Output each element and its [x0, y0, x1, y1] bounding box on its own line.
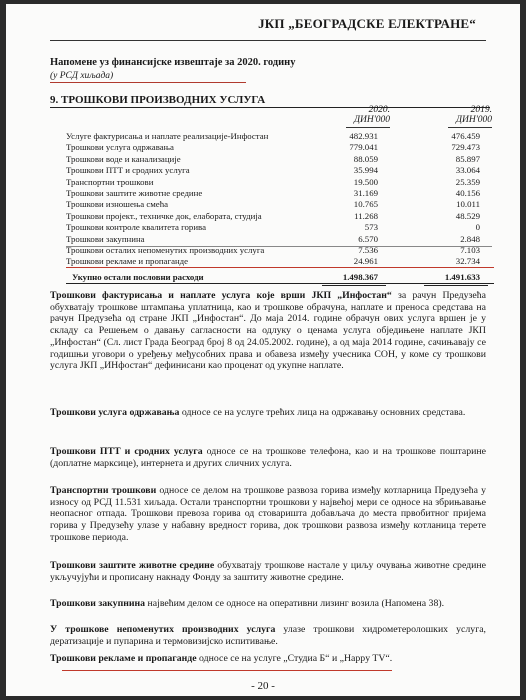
value-2020: 11.268	[354, 210, 378, 221]
total-row	[66, 271, 486, 283]
paragraph-heading: Трошкови рекламе и пропаганде	[50, 653, 197, 664]
paragraph-lease	[50, 598, 486, 610]
total-2019: 1.491.633	[444, 272, 480, 282]
total-label: Укупно остали пословни расходи	[72, 272, 204, 282]
table-row	[66, 188, 486, 199]
value-2020: 35.994	[353, 165, 378, 176]
paragraph-text: односе се на трошкове телефона, као и на трошкове поштарине (доплатне марксице), интернета и других сличних услуга.	[50, 446, 486, 469]
total-2020: 1.498.367	[342, 272, 378, 282]
paragraph-maintenance	[50, 407, 486, 419]
notes-subtitle: (у РСД хиљада)	[50, 71, 114, 81]
value-2020: 573	[364, 222, 378, 233]
column-year-2019: 2019.	[470, 105, 492, 115]
paragraph-text: за рачун Предузећа обухватају трошкове штампања уплатница, као и трошкове обрачуна, наплате и преноса средстава на рачун Предузећа од стране ЈКП „Инфостан“. До маја 2014. године обрачун ових услуга вршен је у складу са Решењем о давању сагласности на одлуку о ценама услуга обједињене наплате ЈКП „Инфостан“ (Сл. лист Града Београд број 8 од 24.05.2002. године), а од маја 2014 године, сачињавају се годишњи уговори о уређењу међусобних права и обавеза између учесника СОН, у коме су трошкови услуга ЈКП „ИНфостан“ дефинисани као проценат од укупне наплате.	[50, 290, 487, 372]
table-row	[66, 142, 486, 153]
table-row	[66, 211, 486, 222]
paragraph-text: односе се на услуге „Студиа Б“ и „Happy TV“.	[196, 653, 393, 664]
column-underline-2020	[346, 127, 390, 128]
value-2019: 40.156	[455, 187, 480, 198]
row-label: Транспортни трошкови	[66, 176, 154, 187]
value-2019: 7.103	[460, 244, 480, 255]
row-label: Трошкови рекламе и пропаганде	[66, 256, 189, 267]
value-2019: 25.359	[455, 176, 480, 187]
row-label: Трошкови изношења смећа	[66, 199, 169, 210]
notes-title: Напомене уз финансијске извештаје за 2020. годину	[50, 57, 296, 68]
paragraph-infostan	[50, 290, 486, 372]
column-underline-2019	[448, 127, 492, 128]
value-2020: 19.500	[353, 176, 378, 187]
table-row	[66, 131, 486, 142]
value-2020: 88.059	[353, 153, 378, 164]
value-2019: 32.734	[455, 256, 480, 267]
row-label: Трошкови заштите животне средине	[66, 187, 203, 198]
value-2020: 779.041	[349, 142, 378, 153]
table-row	[66, 154, 486, 165]
header-divider	[50, 40, 486, 41]
value-2020: 24.961	[353, 256, 378, 267]
paragraph-heading: Трошкови ПТТ и сродних услуга	[50, 446, 203, 457]
value-2019: 33.064	[455, 165, 480, 176]
table-row	[66, 199, 486, 210]
column-unit-2020: ДИН'000	[353, 115, 390, 125]
value-2020: 31.169	[353, 187, 378, 198]
value-2020: 10.765	[353, 199, 378, 210]
value-2019: 2.848	[460, 233, 480, 244]
paragraph-heading: Транспортни трошкови	[50, 485, 157, 496]
cost-table	[66, 131, 486, 268]
total-double-underline-2019	[424, 285, 488, 286]
value-2019: 476.459	[451, 131, 480, 141]
paragraph-ptt	[50, 446, 486, 469]
value-2019: 48.529	[455, 210, 480, 221]
column-unit-2019: ДИН'000	[455, 115, 492, 125]
row-label: Трошкови контроле квалитета горива	[66, 222, 206, 233]
table-row	[66, 256, 486, 267]
paragraph-heading: Трошкови услуга одржавања	[50, 407, 180, 418]
value-2019: 729.473	[451, 142, 480, 153]
value-2019: 85.897	[455, 153, 480, 164]
paragraph-text: највећим делом се односе на оперативни лизинг возила (Напомена 38).	[145, 598, 445, 609]
paragraph-heading: Трошкови фактурисања и наплате услуга које врши ЈКП „Инфостан“	[50, 290, 392, 301]
table-row	[66, 177, 486, 188]
column-year-2020: 2020.	[368, 105, 390, 115]
table-red-divider	[66, 267, 494, 268]
paragraph-text: улазе трошкови хидрометеролошких услуга, дератизације и пупарина и термовизијско испитивање.	[50, 624, 487, 647]
paragraph-transport	[50, 485, 486, 544]
value-2020: 6.570	[358, 233, 378, 244]
footer-red-divider	[62, 670, 392, 671]
paragraph-heading: Трошкови закупнина	[50, 598, 146, 609]
value-2019: 10.011	[456, 199, 480, 210]
row-label: Трошкови осталих непоменутих производних услуга	[66, 244, 265, 255]
total-underline	[66, 283, 494, 284]
document-page	[6, 4, 520, 696]
company-header: ЈКП „БЕОГРАДСКЕ ЕЛЕКТРАНЕ“	[258, 16, 476, 31]
row-label: Трошкови ПТТ и сродних услуга	[66, 165, 190, 176]
table-row	[66, 222, 486, 233]
paragraph-heading: У трошкове непоменутих производних услуга	[50, 624, 276, 635]
paragraph-heading: Трошкови заштите животне средине	[50, 560, 215, 571]
paragraph-other-services	[50, 624, 486, 647]
row-label: Трошкови пројект., техничке док, елабората, студија	[66, 210, 262, 221]
row-label: Трошкови услуга одржавања	[66, 142, 174, 153]
paragraph-text: односе се делом на трошкове развоза горива између котларница Предузећа у износу од РСД 11.531 хиљада. Остали транспортни трошкови у највећој мери се односе на збрињавање неопасног отпада. Трошкови превоза горива од стоваришта добављача до места првобитног пријема горива у Предузећу улазе у набавну вредност горива, док трошкови развоза између котланица терете трошкове периода.	[50, 485, 486, 543]
section-title: 9. ТРОШКОВИ ПРОИЗВОДНИХ УСЛУГА	[50, 94, 266, 106]
value-2020: 482.931	[349, 131, 378, 141]
row-separator	[66, 246, 492, 247]
value-2020: 7.536	[358, 244, 378, 255]
paragraph-text: обухватају трошкове настале у циљу очувања животне средине укључујући и прописану накнаду Фонду за заштиту животне средине.	[50, 560, 486, 583]
paragraph-advertising	[50, 653, 486, 665]
paragraph-text: односе се на услуге трећих лица на одржавању основних средстава.	[179, 407, 466, 418]
table-row	[66, 234, 486, 245]
total-double-underline-2020	[322, 285, 386, 286]
page-number: - 20 -	[251, 680, 275, 692]
row-label: Услуге фактурисања и наплате реализације-Инфостан	[66, 131, 269, 141]
row-label: Трошкови закупнина	[66, 233, 145, 244]
value-2019: 0	[475, 222, 480, 233]
table-row	[66, 165, 486, 176]
notes-underline	[50, 82, 246, 83]
row-label: Трошкови воде и канализације	[66, 153, 181, 164]
paragraph-environment	[50, 560, 486, 583]
